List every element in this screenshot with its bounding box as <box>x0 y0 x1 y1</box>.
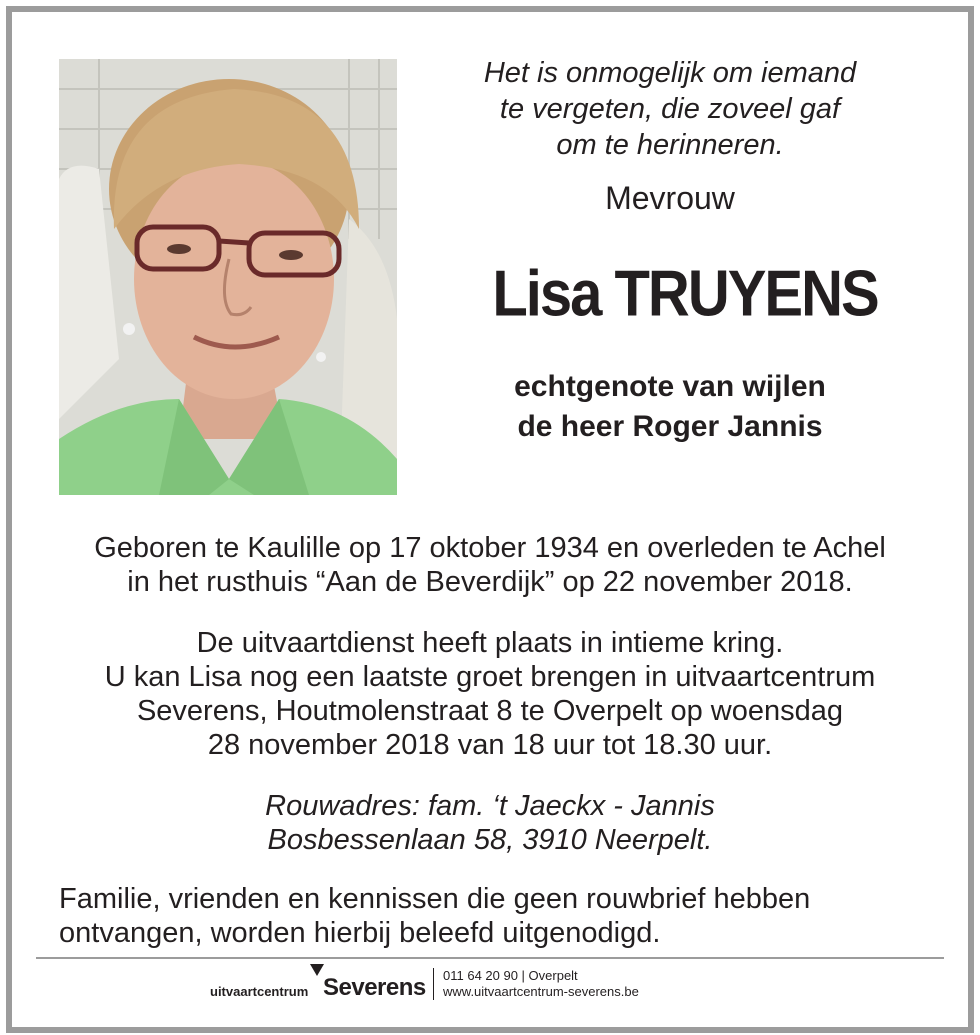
logo-small-text: uitvaartcentrum <box>210 984 309 999</box>
contact-website[interactable]: www.uitvaartcentrum-severens.be <box>443 984 639 999</box>
service-line-1: De uitvaartdienst heeft plaats in intieme kring. <box>196 627 784 659</box>
address-line-2: Bosbessenlaan 58, 3910 Neerpelt. <box>267 824 713 856</box>
service-line-2: U kan Lisa nog een laatste groet brengen in uitvaartcentrum <box>104 661 876 693</box>
triangle-mark-icon <box>310 964 324 976</box>
service-line-3: Severens, Houtmolenstraat 8 te Overpelt op woensdag <box>136 695 844 727</box>
footer-divider-rule <box>36 957 944 959</box>
quote-line-1: Het is onmogelijk om iemand <box>483 57 857 89</box>
address-line-1: Rouwadres: fam. ‘t Jaeckx - Jannis <box>265 790 715 822</box>
birth-death-paragraph <box>30 531 950 599</box>
spouse-line-2: de heer Roger Jannis <box>517 410 823 443</box>
honorific-title: Mevrouw <box>605 180 735 216</box>
footer-vertical-divider <box>433 968 434 1000</box>
contact-phone-location: 011 64 20 90 | Overpelt <box>443 968 578 983</box>
service-paragraph <box>30 626 950 762</box>
quote-line-3: om te herinneren. <box>556 129 784 161</box>
mourning-address <box>30 789 950 857</box>
family-line-1: Familie, vrienden en kennissen die geen rouwbrief hebben <box>59 883 811 915</box>
spouse-line-1: echtgenote van wijlen <box>514 370 826 403</box>
funeral-home-logo <box>210 964 440 1004</box>
birth-line-2: in het rusthuis “Aan de Beverdijk” op 22 november 2018. <box>127 566 853 598</box>
family-invitation <box>59 882 939 950</box>
memorial-quote <box>420 55 920 163</box>
family-line-2: ontvangen, worden hierbij beleefd uitgenodigd. <box>59 917 661 949</box>
portrait-photo <box>59 59 397 495</box>
deceased-name: Lisa TRUYENS <box>492 257 878 330</box>
logo-big-text: Severens <box>323 974 426 1001</box>
quote-line-2: te vergeten, die zoveel gaf <box>499 93 841 125</box>
contact-info <box>443 968 639 1000</box>
spouse-info <box>420 367 920 447</box>
birth-line-1: Geboren te Kaulille op 17 oktober 1934 en overleden te Achel <box>94 532 886 564</box>
service-line-4: 28 november 2018 van 18 uur tot 18.30 uur. <box>207 729 773 761</box>
